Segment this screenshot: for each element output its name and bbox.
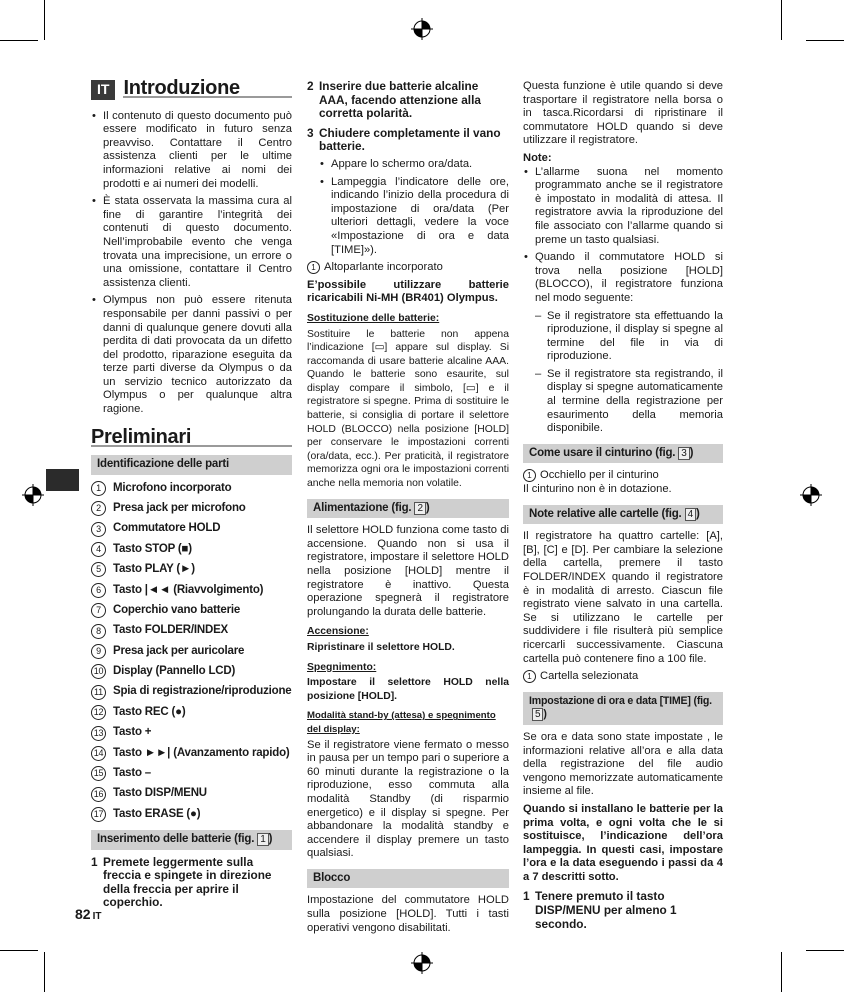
page-number: 82 [75,906,91,922]
part-item [91,644,292,659]
step-text: Tenere premuto il tasto DISP/MENU per almeno 1 secondo. [535,889,677,931]
standby-heading: Modalità stand-by (attesa) e spegnimento del display: [307,710,496,735]
part-label: Microfono incorporato [113,481,232,494]
battery-step-2 [307,80,509,121]
figure-ref: 5 [532,708,543,721]
part-number: 15 [91,766,106,781]
part-label: Tasto REC (●) [113,705,186,718]
part-number: 11 [91,685,106,700]
part-number: 16 [91,787,106,802]
part-number: 4 [91,542,106,557]
strap-note: Il cinturino non è in dotazione. [523,483,672,496]
column-2 [307,80,509,939]
crop-mark [806,40,844,41]
battery-section-bar: Inserimento delle batterie (fig. 1 ) [91,830,292,850]
part-item [91,522,292,537]
part-label: Tasto ERASE (●) [113,807,201,820]
part-label: Tasto STOP (■) [113,542,192,555]
part-item [91,705,292,720]
list-item: – Se il registratore sta effettuando la riproduzione, il display si spegne al termine del file in via di riproduzione. [547,310,723,364]
lock-section-bar: Blocco [307,869,509,889]
caption-text: Cartella selezionata [540,670,639,683]
figure-ref: 1 [257,833,268,846]
folder-bar-label: Note relative alle cartelle (fig. [529,507,682,520]
time-section-bar: Impostazione di ora e data [TIME] (fig.5 ) [523,692,723,725]
power-bar-label: Alimentazione (fig. [313,501,412,514]
lock-text: Impostazione del commutatore HOLD sulla posizione [HOLD]. Tutti i tasti operativi vengono disabilitati. [307,894,509,934]
caption-number: 1 [523,469,536,482]
part-item [91,746,292,761]
list-item: • Appare lo schermo ora/data. [331,158,509,172]
part-label: Commutatore HOLD [113,522,221,535]
battery-step-1 [91,856,292,910]
part-number: 6 [91,583,106,598]
folder-section-bar: Note relative alle cartelle (fig. 4 ) [523,505,723,525]
part-item [91,542,292,557]
part-item [91,583,292,598]
figure-ref: 3 [678,447,689,460]
off-heading: Spegnimento: [307,661,377,673]
part-item [91,766,292,781]
intro-title: Introduzione [123,82,292,99]
language-side-tab [46,469,79,491]
part-item [91,726,292,741]
caption-number: 1 [307,261,320,274]
strap-bar-label: Come usare il cinturino (fig. [529,446,676,459]
list-item: • Quando il commutatore HOLD si trova nella posizione [HOLD] (BLOCCO), il registratore funziona nel modo seguente: [535,251,723,305]
battery-bar-label: Inserimento delle batterie (fig. [97,833,255,846]
list-item: • Lampeggia l’indicatore delle ore, indicando l’inizio della procedura di impostazione di ora/data (Per ulteriori dettagli, vedere la voce «Impostazione di ora e data [TIME]»). [331,176,509,258]
prelim-title: Preliminari [91,431,292,448]
part-label: Presa jack per auricolare [113,644,245,657]
part-label: Tasto – [113,767,152,780]
folder-caption [523,670,723,684]
crop-mark [0,950,38,951]
time-bold-note: Quando si installano le batterie per la prima volta, e ogni volta che le si sostituisce, l’indicazione dell’ora lampeggia. In questi casi, impostare l’ora e la data eseguendo i passi da 4 a 7 descritti sotto. [523,802,723,883]
part-label: Tasto PLAY (►) [113,563,195,576]
replace-heading: Sostituzione delle batterie: [307,312,440,324]
step-text: Chiudere completamente il vano batterie. [319,125,501,154]
part-number: 13 [91,726,106,741]
crop-mark [781,952,782,992]
crop-mark [44,0,45,40]
battery-step-3 [307,127,509,154]
part-number: 2 [91,501,106,516]
caption-text: Altoparlante incorporato [324,261,443,274]
time-bar-label: Impostazione di ora e data [TIME] (fig. [529,694,712,707]
time-text: Se ora e data sono state impostate , le informazioni relative all’ora e alla data della registrazione del file audio vengono memorizzate automaticamente insieme al file. [523,730,723,798]
hold-intro-text: Questa funzione è utile quando si deve trasportare il registratore nella borsa o in tasca.Ricordarsi di ripristinare il commutatore HOLD quando si deve utilizzare il registratore. [523,80,723,147]
intro-bullets [91,110,292,417]
registration-mark-icon [411,18,433,40]
part-label: Display (Pannello LCD) [113,665,236,678]
language-badge: IT [91,80,115,100]
part-label: Tasto ►►| (Avanzamento rapido) [113,746,290,759]
step-number: 3 [307,125,314,140]
part-number: 8 [91,624,106,639]
column-1 [91,76,292,914]
part-item [91,664,292,679]
part-label: Tasto DISP/MENU [113,787,207,800]
part-item [91,603,292,618]
on-heading: Accensione: [307,626,369,638]
part-label: Tasto FOLDER/INDEX [113,624,229,637]
list-item: • Il contenuto di questo documento può essere modificato in futuro senza preavviso. Contattare il Centro assistenza clienti per le ultime informazioni relative ai nomi dei prodotti e ai numeri dei modelli. [103,110,292,192]
footer-lang: IT [92,911,102,922]
figure-ref: 2 [414,502,425,515]
part-number: 5 [91,562,106,577]
registration-mark-icon [800,484,822,506]
nimh-note: E’possibile utilizzare batterie ricaricabili Ni-MH (BR401) Olympus. [307,278,509,305]
hold-dash-list [523,310,723,436]
power-section-bar: Alimentazione (fig. 2 ) [307,499,509,519]
part-item [91,787,292,802]
crop-mark [44,952,45,992]
caption-text: Occhiello per il cinturino [540,469,659,482]
notes-list [523,166,723,306]
figure-ref: 4 [685,508,696,521]
part-label: Presa jack per microfono [113,501,246,514]
part-item [91,562,292,577]
part-label: Tasto |◄◄ (Riavvolgimento) [113,583,264,596]
on-text: Ripristinare il selettore HOLD. [307,641,455,653]
part-number: 14 [91,746,106,761]
part-number: 1 [91,481,106,496]
power-text: Il selettore HOLD funziona come tasto di accensione. Quando non si usa il registratore, impostare il selettore HOLD nella posizione [HOLD] mentre il registratore è inattivo. Questa operazione spegnerà il registratore prolungando la durata delle batterie. [307,524,509,618]
step-text: Premete leggermente sulla freccia e spingete in direzione della freccia per aprire il coperchio. [103,854,272,910]
folder-text: Il registratore ha quattro cartelle: [A], [B], [C] e [D]. Per cambiare la selezione della cartella, premere il tasto FOLDER/INDEX quando il registratore è in modalità di arresto. Ciascun file registrato viene salvato in una cartella. Se si utilizzano le cartelle per suddividere i file risulterà più semplice ricercarli successivamente. Ciascuna cartella può contenere fino a 100 file. [523,530,723,665]
caption-number: 1 [523,670,536,683]
step-number: 2 [307,79,314,93]
step-number: 1 [523,889,530,904]
part-number: 9 [91,644,106,659]
list-item: • È stata osservata la massima cura al fine di garantire l’integrità dei contenuti di questo documento. Nell’improbabile evento che venga trovata una imprecisione, un errore o una omissione, contattare il Centro assistenza clienti. [103,195,292,290]
part-number: 10 [91,664,106,679]
part-number: 7 [91,603,106,618]
parts-section-bar: Identificazione delle parti [91,455,292,475]
intro-heading [91,76,292,100]
replace-text: Sostituire le batterie non appena l’indicazione [▭] appare sul display. Si raccomanda di usare batterie alcaline AAA. Quando le batterie sono esaurite, sul display compare il simbolo, [▭] e il registratore si spegne. Prima di sostituire le batterie, si consiglia di portare il selettore HOLD (BLOCCO) nella posizione [HOLD] per conservare le impostazioni correnti (ora/data, ecc.). Per praticità, il registratore memorizza ogni ora le impostazioni correnti anche nella memoria non volatile. [307,328,509,490]
strap-caption [523,469,723,483]
crop-mark [806,950,844,951]
time-step-1 [523,890,723,931]
parts-list [91,481,292,822]
part-item [91,481,292,496]
page-footer [75,906,101,922]
off-text: Impostare il selettore HOLD nella posizione [HOLD]. [307,677,509,702]
step-text: Inserire due batterie alcaline AAA, facendo attenzione alla corretta polarità. [319,79,481,121]
part-item [91,624,292,639]
part-number: 3 [91,522,106,537]
step-number: 1 [91,854,98,869]
column-3 [523,80,723,935]
part-number: 12 [91,705,106,720]
step3-bullets [307,158,509,257]
registration-mark-icon [411,952,433,974]
list-item: • L’allarme suona nel momento programmato anche se il registratore è impostato in modalità di attesa. Il registratore avvia la riproduzione del file associato con l’allarme quando si preme un tasto qualsiasi. [535,166,723,248]
part-item [91,501,292,516]
part-label: Spia di registrazione/riproduzione [113,685,292,698]
registration-mark-icon [22,484,44,506]
crop-mark [0,40,38,41]
part-item [91,685,292,700]
standby-text: Se il registratore viene fermato o messo in pausa per un tempo pari o superiore a 60 minuti durante la registrazione o la riproduzione, esso commuta alla modalità Standby (di risparmio energetico) e il display si spegne. Per abbandonare la modalità standby e accendere il display premere un tasto qualsiasi. [307,738,509,860]
speaker-caption [307,261,509,275]
strap-section-bar: Come usare il cinturino (fig. 3 ) [523,444,723,464]
part-item [91,807,292,822]
notes-heading: Note: [523,151,552,164]
list-item: • Olympus non può essere ritenuta responsabile per danni passivi o per danni di qualunque genere dovuti alla perdita di dati provocata da un difetto del prodotto, riparazione eseguita da terze parti diverse da Olympus o da un servizio tecnico autorizzato da Olympus o per qualunque altra ragione. [103,294,292,416]
part-number: 17 [91,807,106,822]
list-item: – Se il registratore sta registrando, il display si spegne automaticamente al termine della registrazione per esaurimento della memoria disponibile. [547,368,723,436]
part-label: Coperchio vano batterie [113,603,241,616]
crop-mark [781,0,782,40]
part-label: Tasto + [113,726,152,739]
